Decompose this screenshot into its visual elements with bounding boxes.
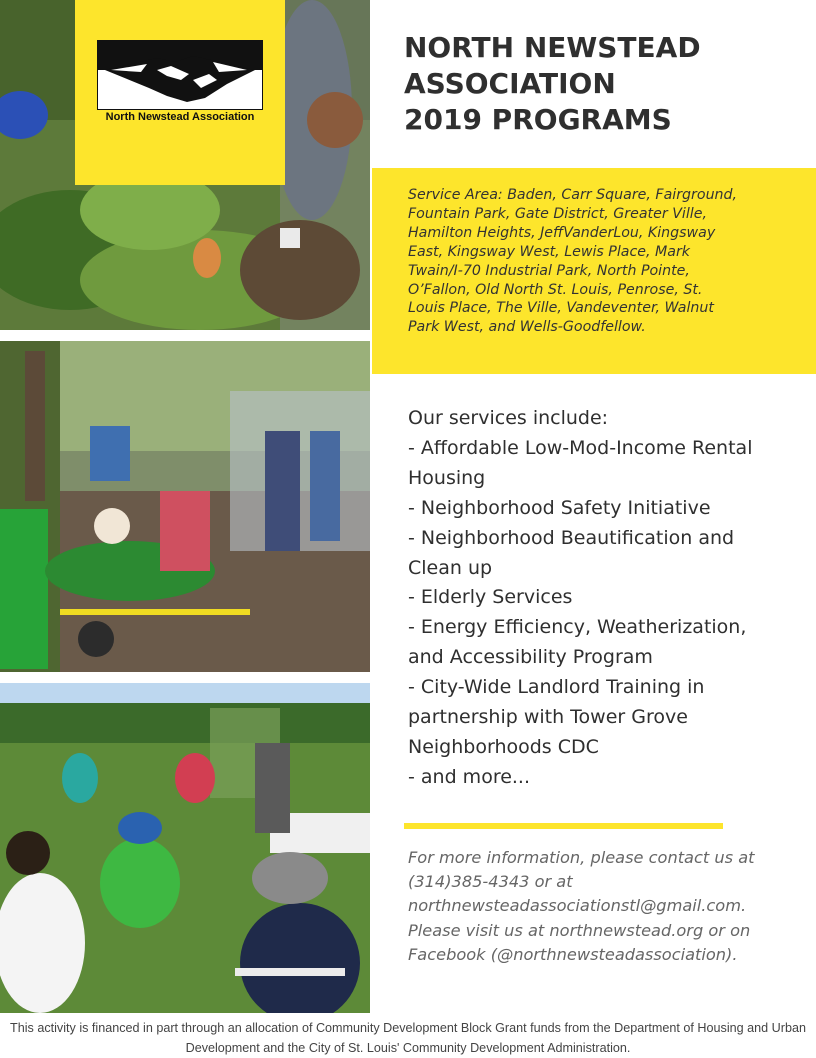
service-area-panel (372, 168, 816, 374)
service-item: - Energy Efficiency, Weatherization, and Accessibility Program (408, 616, 747, 669)
title-line: NORTH NEWSTEAD (404, 31, 701, 64)
association-logo (75, 0, 285, 185)
service-item: - Neighborhood Safety Initiative (408, 496, 711, 519)
title-line: 2019 PROGRAMS (404, 103, 672, 136)
service-item: - and more... (408, 765, 531, 788)
service-item: - Affordable Low-Mod-Income Rental Housing (408, 436, 753, 489)
handshake-icon (97, 40, 263, 110)
logo-caption: North Newstead Association (105, 111, 255, 123)
title-line: ASSOCIATION (404, 67, 616, 100)
cleanup-crew-photo (0, 341, 370, 672)
services-heading: Our services include: (408, 407, 609, 429)
services-list (408, 404, 780, 793)
community-meeting-photo (0, 683, 370, 1013)
section-divider (404, 823, 723, 829)
service-item: - Elderly Services (408, 586, 573, 609)
contact-info: For more information, please contact us at (314)385-4343 or at northnewsteadassociationstl@gmail.com. Please visit us at northnewstead.org or on Facebook (@northnewsteadassociation). (408, 848, 755, 964)
page-title (404, 30, 804, 138)
service-item: - Neighborhood Beautification and Clean up (408, 526, 735, 579)
service-item: - City-Wide Landlord Training in partnership with Tower Grove Neighborhoods CDC (408, 676, 705, 758)
funding-disclaimer: This activity is financed in part through an allocation of Community Development Block Grant funds from the Department of Housing and Urban Development and the City of St. Louis' Community Development Administration. (10, 1021, 806, 1055)
service-area-text: Service Area: Baden, Carr Square, Fairground, Fountain Park, Gate District, Greater Ville, Hamilton Heights, JeffVanderLou, Kingsway East, Kingsway West, Lewis Place, Mark Twain/I-70 Industrial Park, North Pointe, O’Fallon, Old North St. Louis, Penrose, St. Louis Place, The Ville, Vandeventer, Walnut Park West, and Wells-Goodfellow. (408, 187, 738, 336)
